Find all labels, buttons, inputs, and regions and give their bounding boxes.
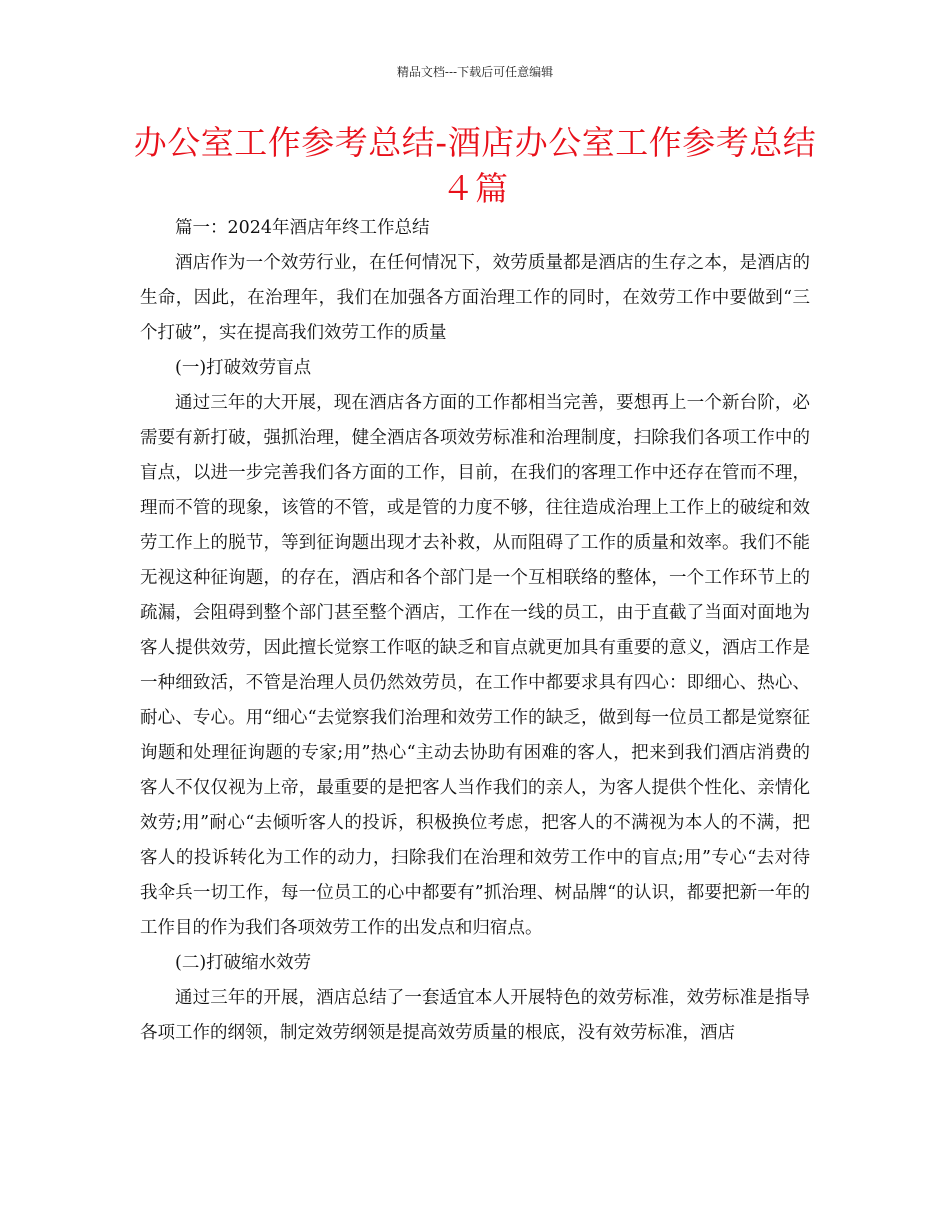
- paragraph: 酒店作为一个效劳行业，在任何情况下，效劳质量都是酒店的生存之本，是酒店的生命，因此，在治理年，我们在加强各方面治理工作的同时，在效劳工作中要做到“三个打破”，实在提高我们效劳工作的质量: [140, 253, 810, 343]
- subsection-heading: (一)打破效劳盲点: [175, 358, 312, 378]
- section-heading: 篇一：2024年酒店年终工作总结: [175, 218, 430, 238]
- subsection-heading: (二)打破缩水效劳: [175, 953, 312, 973]
- paragraph: 通过三年的开展，酒店总结了一套适宜本人开展特色的效劳标准，效劳标准是指导各项工作的纲领，制定效劳纲领是提高效劳质量的根底，没有效劳标准，酒店: [140, 988, 810, 1043]
- header-watermark: 精品文档---下载后可任意编辑: [396, 65, 554, 79]
- document-body: [140, 211, 810, 1051]
- paragraph: 通过三年的大开展，现在酒店各方面的工作都相当完善，要想再上一个新台阶，必需要有新打破，强抓治理，健全酒店各项效劳标准和治理制度，扫除我们各项工作中的盲点，以进一步完善我们各方面的工作，目前，在我们的客理工作中还存在管而不理，理而不管的现象，该管的不管，或是管的力度不够，往往造成治理上工作上的破绽和效劳工作上的脱节，等到征询题出现才去补救，从而阻碍了工作的质量和效率。我们不能无视这种征询题，的存在，酒店和各个部门是一个互相联络的整体，一个工作环节上的疏漏，会阻碍到整个部门甚至整个酒店，工作在一线的员工，由于直截了当面对面地为客人提供效劳，因此擅长觉察工作呕的缺乏和盲点就更加具有重要的意义，酒店工作是一种细致活，不管是治理人员仍然效劳员，在工作中都要求具有四心：即细心、热心、耐心、专心。用“细心“去觉察我们治理和效劳工作的缺乏，做到每一位员工都是觉察征询题和处理征询题的专家;用”热心“主动去协助有困难的客人，把来到我们酒店消费的客人不仅仅视为上帝，最重要的是把客人当作我们的亲人，为客人提供个性化、亲情化效劳;用”耐心“去倾听客人的投诉，积极换位考虑，把客人的不满视为本人的不满，把客人的投诉转化为工作的动力，扫除我们在治理和效劳工作中的盲点;用”专心“去对待我伞兵一切工作，每一位员工的心中都要有”抓治理、树品牌“的认识，都要把新一年的工作目的作为我们各项效劳工作的出发点和归宿点。: [140, 393, 810, 938]
- document-title: 办公室工作参考总结-酒店办公室工作参考总结４篇: [133, 123, 817, 208]
